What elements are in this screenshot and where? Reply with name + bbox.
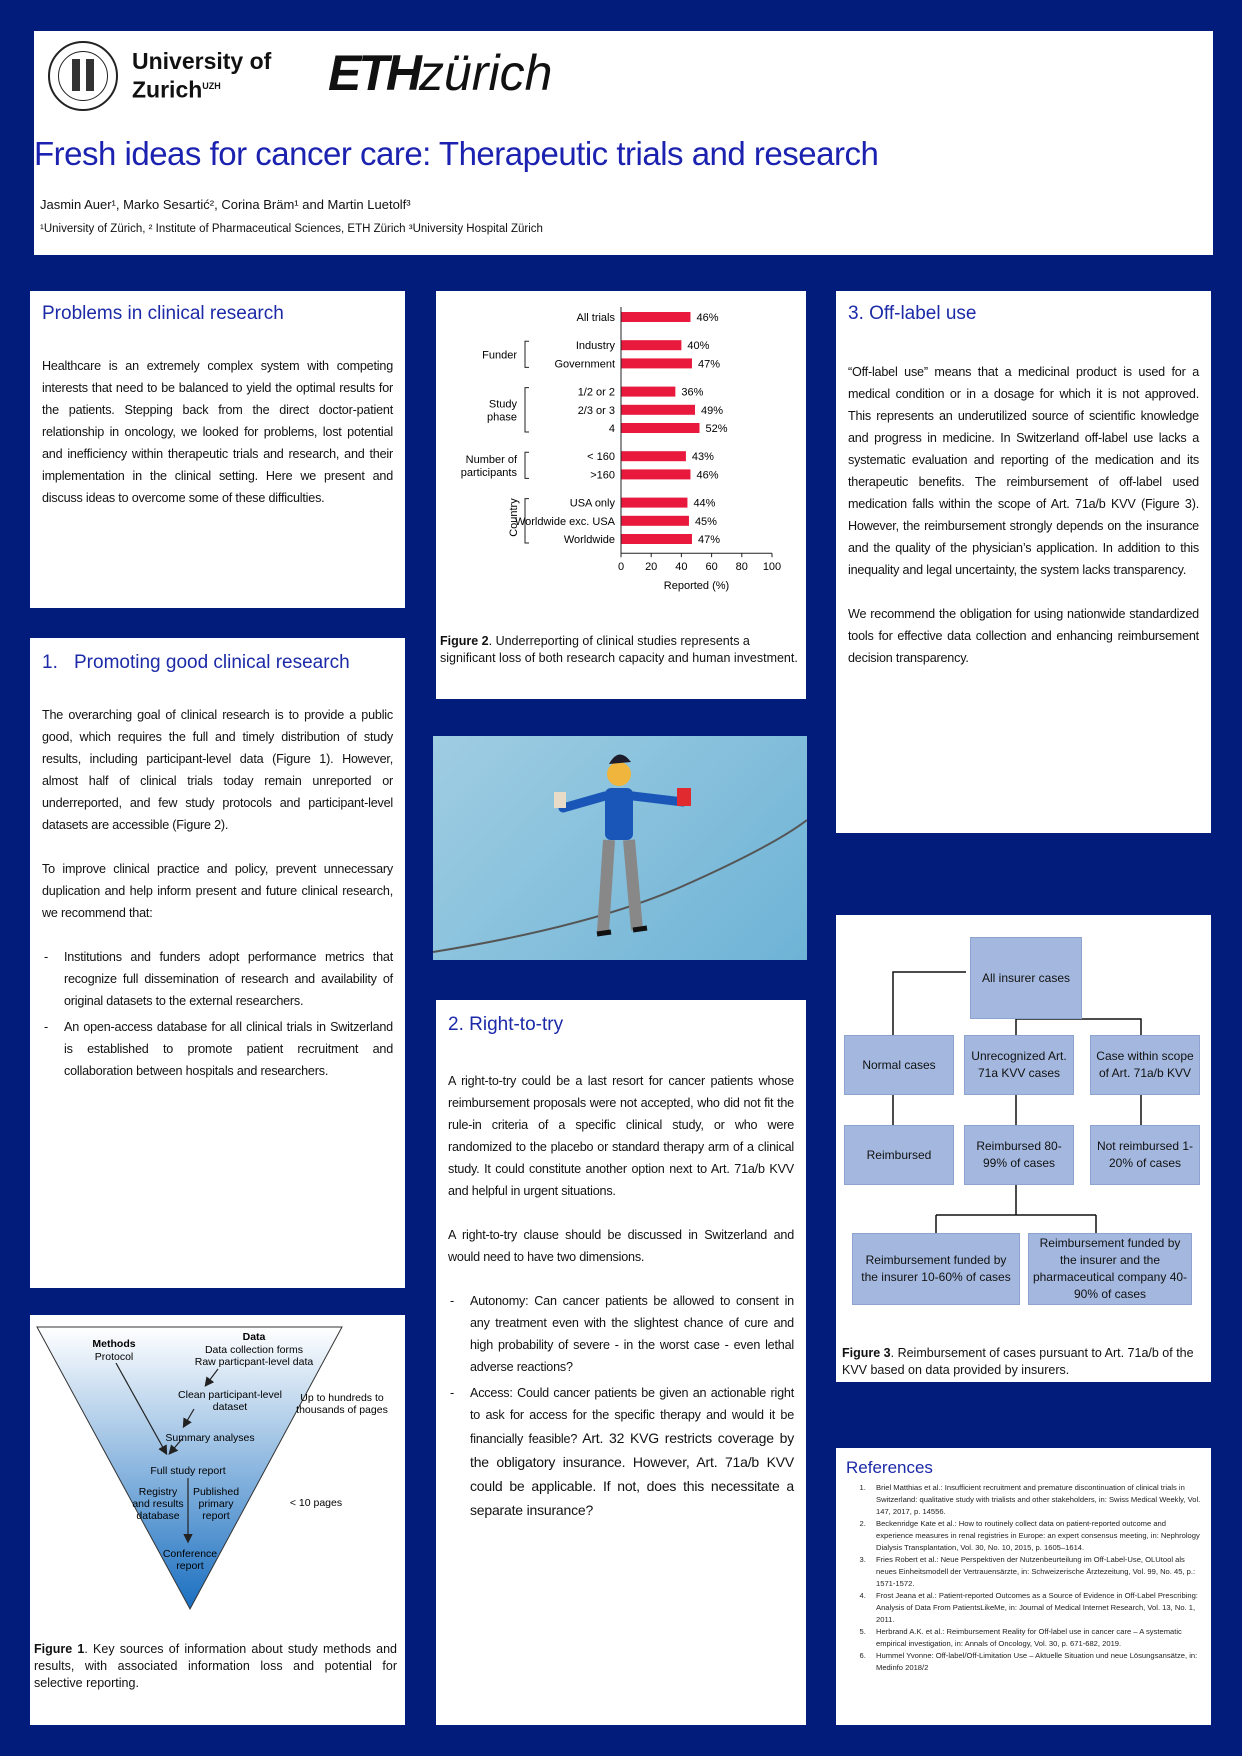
x-tick-label: 100 xyxy=(762,561,782,574)
label-summary: Summary analyses xyxy=(165,1432,255,1444)
information-funnel-diagram xyxy=(30,1323,405,1623)
data-label: 43% xyxy=(691,451,714,464)
bar xyxy=(621,451,686,461)
data-label: 46% xyxy=(696,469,719,482)
label-clean: Clean participant-level xyxy=(178,1389,282,1401)
data-label: 45% xyxy=(694,515,717,528)
label-data: Data xyxy=(242,1331,266,1343)
category-label: All trials xyxy=(576,312,615,324)
references-title: References xyxy=(846,1458,933,1477)
figure-3-panel xyxy=(836,915,1211,1382)
paragraph: A right-to-try could be a last resort for cancer patients whose reimbursement proposals were not accepted, who did not fit the rule-in criteria of a specific clinical study, or who were randomized to the placebo or standard therapy arm of a clinical study. It could constitute another option next to Art. 71a/b KVV and helpful in urgent situations. xyxy=(448,1074,794,1198)
dimension-list xyxy=(448,1290,794,1522)
x-tick-label: 20 xyxy=(645,561,658,574)
bar xyxy=(621,358,692,368)
references-section xyxy=(836,1448,1211,1725)
bar xyxy=(621,469,690,479)
poster-title: Fresh ideas for cancer care: Therapeutic trials and research xyxy=(34,135,879,172)
list-item: - An open-access database for all clinical trials in Switzerland is established to promote patient recruitment and collaboration between hospitals and researchers. xyxy=(42,1016,393,1082)
reference-item: 6. Hummel Yvonne: Off-label/Off-Limitation Use – Aktuelle Situation und neue Lösungsansätze, in: Medinfo 2018/2 xyxy=(868,1650,1201,1674)
label-published: primary xyxy=(198,1498,234,1510)
category-label: >160 xyxy=(590,469,615,482)
x-tick-label: 0 xyxy=(617,561,625,574)
group-label: Funder xyxy=(482,349,517,362)
bar xyxy=(621,534,692,544)
bar xyxy=(621,387,675,397)
label-conference: report xyxy=(176,1560,204,1572)
category-label: USA only xyxy=(569,497,615,510)
label-raw-data: Raw particpant-level data xyxy=(194,1356,314,1368)
x-tick-label: 80 xyxy=(735,561,748,574)
authors: Jasmin Auer¹, Marko Sesartić², Corina Bräm¹ and Martin Luetolf³ xyxy=(40,197,411,212)
group-bracket xyxy=(525,388,529,432)
data-label: 36% xyxy=(681,386,704,399)
paragraph: We recommend the obligation for using nationwide standardized tools for effective data collection and enhancing reimbursement decision transparency. xyxy=(848,607,1199,665)
section-text: Healthcare is an extremely complex system with competing interests that need to be balanced to yield the optimal results for the patients. Stepping back from the direct doctor-patient relationship in oncology, we looked for problems, lost potential and inefficiency within therapeutic trials and research, and their implementation in the clinical setting. Here we present and discuss ideas to overcome some of these difficulties. xyxy=(42,359,393,505)
figure-1-caption: Figure 1. Key sources of information about study methods and results, with associated information loss and potential for selective reporting. xyxy=(34,1642,397,1690)
list-item: - Autonomy: Can cancer patients be allowed to consent in any treatment even with the slightest chance of cure and high probability of severe - in the worst case - even lethal adverse reactions? xyxy=(448,1290,794,1378)
figure-1-panel xyxy=(30,1315,405,1725)
data-label: 49% xyxy=(700,404,724,417)
label-pages-many: thousands of pages xyxy=(296,1404,388,1416)
flow-node-reimbursed-80: Reimbursed 80-99% of cases xyxy=(964,1125,1074,1185)
section-title: 1. Promoting good clinical research xyxy=(42,652,350,673)
data-label: 52% xyxy=(705,423,728,435)
flow-node-not-reimbursed: Not reimbursed 1-20% of cases xyxy=(1090,1125,1200,1185)
paragraph: To improve clinical practice and policy, prevent unnecessary duplication and help inform present and future clinical research, we recommend that: xyxy=(42,862,393,920)
category-label: 2/3 or 3 xyxy=(577,404,615,417)
flow-node-within-scope: Case within scope of Art. 71a/b KVV xyxy=(1090,1035,1200,1095)
section-title: 3. Off-label use xyxy=(848,303,977,324)
reference-item: 1. Briel Matthias et al.: Insufficient recruitment and premature discontinuation of clinical trials in Switzerland: qualitative study with trialists and other stakeholders, in: Swiss Medical Weekly, Vol. 147, 2017, p. 14556. xyxy=(868,1482,1201,1518)
label-methods: Methods xyxy=(92,1338,136,1350)
right-to-try-section xyxy=(436,1000,806,1725)
group-label: participants xyxy=(460,466,517,479)
category-label: Worldwide exc. USA xyxy=(514,515,615,528)
data-label: 47% xyxy=(697,534,721,546)
category-label: Industry xyxy=(575,340,615,353)
list-item: - Access: Could cancer patients be given an actionable right to ask for access for the specific therapy and would it be financially feasible? Art. 32 KVG restricts coverage by the obligatory insurance. However, Art. 71a/b KVV could be applicable. If not, does this necessitate a separate insurance? xyxy=(448,1382,794,1522)
group-label: Study xyxy=(488,398,517,411)
label-published: Published xyxy=(192,1486,240,1498)
bar xyxy=(621,312,690,322)
bar xyxy=(621,516,689,526)
paragraph: “Off-label use” means that a medicinal product is used for a medical condition or in a dosage for which it is not approved. This represents an underutilized source of scientific knowledge and progress in medicine. In Switzerland off-label use lacks a systematic evaluation and reporting of the medication and its therapeutic benefits. The reimbursement of off-label used medication falls within the scope of Art. 71a/b KVV (Figure 3). However, the reimbursement strongly depends on the insurance and the quality of the physician’s application. In addition to this inequality and legal uncertainty, the system lacks transparency. xyxy=(848,365,1199,577)
label-conference: Conference xyxy=(162,1548,218,1560)
data-label: 44% xyxy=(693,497,716,510)
category-label: 4 xyxy=(608,423,615,435)
flow-node-funded-both: Reimbursement funded by the insurer and the pharmaceutical company 40-90% of cases xyxy=(1028,1233,1192,1305)
uzh-seal-logo xyxy=(48,41,118,111)
figure-2-caption: Figure 2. Underreporting of clinical studies represents a significant loss of both research capacity and human investment. xyxy=(440,634,798,665)
category-label: 1/2 or 2 xyxy=(577,386,615,399)
flow-node-reimbursed: Reimbursed xyxy=(844,1125,954,1185)
bar xyxy=(621,340,681,350)
reporting-bar-chart xyxy=(436,291,806,631)
label-forms: Data collection forms xyxy=(204,1344,304,1356)
paragraph: A right-to-try clause should be discussed in Switzerland and would need to have two dimensions. xyxy=(448,1228,794,1264)
reference-item: 5. Herbrand A.K. et al.: Reimbursement Reality for Off-label use in cancer care – A systematic empirical investigation, in: Annals of Oncology, Vol. 30, p. 671-682, 2019. xyxy=(868,1626,1201,1650)
x-axis-title: Reported (%) xyxy=(663,580,730,593)
list-item: - Institutions and funders adopt performance metrics that recognize full dissemination of research and availability of original datasets to the external researchers. xyxy=(42,946,393,1012)
eth-logo: ETHzürich xyxy=(328,45,553,101)
reference-item: 2. Beckenridge Kate et al.: How to routinely collect data on patient-reported outcome and experience measures in renal registries in Europe: an expert consensus meeting, in: Nephrology Dialysis Transplantation, Vol. 30, No. 10, 2015, p. 1605–1614. xyxy=(868,1518,1201,1554)
problems-section xyxy=(30,291,405,608)
tightrope-illustration xyxy=(433,736,807,960)
promoting-section xyxy=(30,638,405,1288)
flow-node-funded-insurer: Reimbursement funded by the insurer 10-60% of cases xyxy=(852,1233,1020,1305)
label-pages-many: Up to hundreds to xyxy=(300,1392,384,1404)
bar xyxy=(621,423,700,433)
x-tick-label: 40 xyxy=(675,561,688,574)
paragraph: The overarching goal of clinical research is to provide a public good, which requires the full and timely distribution of study results, including participant-level data (Figure 1). However, almost half of clinical trials today remain unreported or underreported, and few study protocols and participant-level datasets are accessible (Figure 2). xyxy=(42,708,393,832)
flow-node-unrecognized: Unrecognized Art. 71a KVV cases xyxy=(964,1035,1074,1095)
bar xyxy=(621,498,687,508)
tightrope-walker-image xyxy=(433,736,807,960)
flow-node-all-cases: All insurer cases xyxy=(970,937,1082,1019)
label-clean: dataset xyxy=(212,1401,248,1413)
reference-item: 3. Fries Robert et al.: Neue Perspektiven der Nutzenbeurteilung im Off-Label-Use, OLUtool als neues Einheitsmodell der Vertrauensärzte, in: Schweizerische Ärztezeitung, Vol. 99, No. 45, p.: 1571-1572. xyxy=(868,1554,1201,1590)
label-registry: and results xyxy=(132,1498,184,1510)
affiliations: ¹University of Zürich, ² Institute of Pharmaceutical Sciences, ETH Zürich ³University Hospital Zürich xyxy=(40,223,543,235)
recommendation-list xyxy=(42,946,393,1082)
section-title: 2. Right-to-try xyxy=(448,1014,564,1035)
group-bracket xyxy=(525,341,529,367)
label-full-report: Full study report xyxy=(150,1465,226,1477)
uzh-wordmark: University of Zurich$^{UZH}$ xyxy=(132,48,272,103)
category-label: Government xyxy=(554,358,615,371)
off-label-section xyxy=(836,291,1211,833)
data-label: 46% xyxy=(696,312,719,324)
label-pages-few: < 10 pages xyxy=(289,1497,343,1509)
figure-2-panel xyxy=(436,291,806,699)
poster-header xyxy=(34,31,1213,255)
data-label: 47% xyxy=(697,358,721,371)
label-published: report xyxy=(202,1510,230,1522)
figure-3-caption: Figure 3. Reimbursement of cases pursuant to Art. 71a/b of the KVV based on data provided by insurers. xyxy=(842,1346,1194,1377)
group-label: Number of xyxy=(465,453,517,466)
bar xyxy=(621,405,695,415)
category-label: < 160 xyxy=(587,451,615,464)
group-bracket xyxy=(525,452,529,478)
reference-list xyxy=(846,1482,1201,1674)
section-title: Problems in clinical research xyxy=(42,303,284,324)
group-label: Country xyxy=(508,498,520,537)
label-protocol: Protocol xyxy=(94,1351,134,1363)
label-registry: database xyxy=(136,1510,180,1522)
data-label: 40% xyxy=(687,340,710,353)
label-registry: Registry xyxy=(138,1486,178,1498)
group-label: phase xyxy=(487,411,517,424)
flow-node-normal: Normal cases xyxy=(844,1035,954,1095)
category-label: Worldwide xyxy=(563,534,615,546)
reference-item: 4. Frost Jeana et al.: Patient-reported Outcomes as a Source of Evidence in Off-Label Prescribing: Analysis of Data From PatientsLikeMe, in: Journal of Medical Internet Research, Vol. 13, No. 1, 2011. xyxy=(868,1590,1201,1626)
x-tick-label: 60 xyxy=(705,561,718,574)
